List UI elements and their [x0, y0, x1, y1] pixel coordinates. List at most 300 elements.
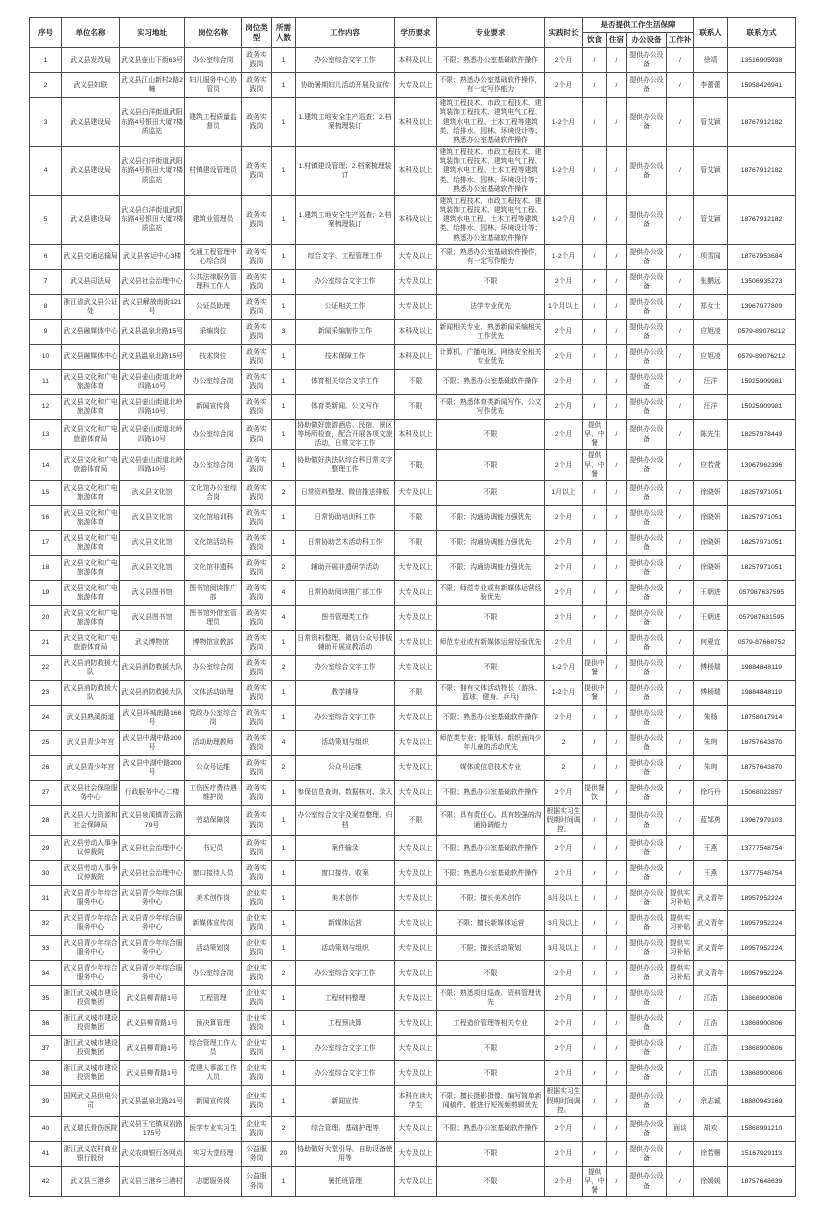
table-cell: / [583, 861, 607, 886]
table-cell: 2 [272, 755, 296, 780]
table-cell: 武义农商银行各网点 [120, 1141, 185, 1166]
table-cell: 武义县发改局 [62, 48, 120, 73]
table-row [30, 48, 796, 73]
table-cell: / [583, 1086, 607, 1117]
table-cell: / [583, 294, 607, 319]
table-row [30, 730, 796, 755]
table-cell: 办公室综合岗 [185, 961, 242, 986]
table-cell: 2个月 [545, 1061, 583, 1086]
table-cell: 采编岗位 [185, 319, 242, 344]
table-cell: 提供办公设备 [627, 986, 667, 1011]
header-cell: 联系方式 [728, 18, 796, 48]
table-cell: 公共法律服务管理科工作人 [185, 269, 242, 294]
table-cell: 武义县文化和广电旅游体育局 [62, 630, 120, 655]
table-cell: 14 [30, 450, 62, 481]
table-cell: 18257978449 [728, 419, 796, 450]
table-cell: 不限 [395, 505, 437, 530]
table-cell: / [667, 98, 694, 147]
header-cell: 实习地址 [120, 18, 185, 48]
table-cell: 057987631595 [728, 605, 796, 630]
table-cell: 博物馆宣教部 [185, 630, 242, 655]
header-cell: 岗位类型 [242, 18, 272, 48]
header-cell: 学历要求 [395, 18, 437, 48]
table-cell: 政务实践岗 [242, 861, 272, 886]
table-cell: 实习大堂经理 [185, 1141, 242, 1166]
table-cell: 1 [272, 886, 296, 911]
table-cell: 1 [272, 680, 296, 705]
table-cell: / [583, 147, 607, 196]
table-cell: 企业实践岗 [242, 1036, 272, 1061]
table-cell: / [667, 1086, 694, 1117]
table-cell: 新闻宣传岗 [185, 1086, 242, 1117]
table-cell: 15868991210 [728, 1116, 796, 1141]
table-cell: 本科及以上 [395, 419, 437, 450]
table-cell: 大专及以上 [395, 861, 437, 886]
table-cell: 案件输录 [296, 836, 395, 861]
table-cell: 企业实践岗 [242, 1061, 272, 1086]
table-cell: 武义博物馆 [120, 630, 185, 655]
table-cell: 提供办公设备 [627, 680, 667, 705]
table-cell: 办公室综合文字工作 [296, 48, 395, 73]
table-cell: 2个月 [545, 319, 583, 344]
table-cell: 武义县解放南街121号 [120, 294, 185, 319]
table-cell: 提供办公设备 [627, 147, 667, 196]
table-cell: / [667, 505, 694, 530]
table-cell: 15925909981 [728, 369, 796, 394]
table-cell: / [667, 836, 694, 861]
table-cell: 1 [272, 344, 296, 369]
table-cell: 1-2个月 [545, 244, 583, 269]
table-cell: 郑女士 [694, 294, 728, 319]
table-cell: 大专及以上 [395, 1036, 437, 1061]
table-cell: 1 [272, 861, 296, 886]
table-cell: 武义县温泉北路21号 [120, 1086, 185, 1117]
table-cell: 政务实践岗 [242, 394, 272, 419]
table-cell: 1 [272, 911, 296, 936]
table-cell: 13868900806 [728, 1061, 796, 1086]
table-cell: / [667, 1061, 694, 1086]
table-cell: 22 [30, 655, 62, 680]
table-cell: / [607, 1116, 627, 1141]
table-cell: 大专及以上 [395, 244, 437, 269]
table-cell: 政务实践岗 [242, 705, 272, 730]
table-row [30, 98, 796, 147]
table-cell: 19 [30, 580, 62, 605]
table-cell: 13868900806 [728, 1011, 796, 1036]
table-cell: 徐晓妍 [694, 505, 728, 530]
table-cell: / [667, 580, 694, 605]
table-cell: 徐媛媛 [694, 1166, 728, 1197]
table-cell: 2 [30, 73, 62, 98]
table-cell: 提供餐饮 [583, 780, 607, 805]
table-cell: 不限 [437, 480, 545, 505]
table-cell: 政务实践岗 [242, 505, 272, 530]
table-cell: / [607, 655, 627, 680]
table-cell: 政务实践岗 [242, 530, 272, 555]
table-cell: 项雪闻 [694, 244, 728, 269]
table-cell: 大专及以上 [395, 269, 437, 294]
table-cell: 日常协助阅读推广部工作 [296, 580, 395, 605]
table-cell: 公益服务岗 [242, 1166, 272, 1197]
table-cell: 2 [272, 1116, 296, 1141]
table-cell: 协助做好大堂引导、自助设备使用等 [296, 1141, 395, 1166]
table-cell: 汪洋 [694, 394, 728, 419]
table-cell: 不限 [437, 1141, 545, 1166]
table-cell: 武义瑞氏骨伤医院 [62, 1116, 120, 1141]
table-cell: 师范专业或有新媒体运营经验优先 [437, 630, 545, 655]
table-cell: 预决算管理 [185, 1011, 242, 1036]
table-cell: / [607, 98, 627, 147]
table-cell: 办公室综合岗 [185, 369, 242, 394]
table-cell: 企业实践岗 [242, 1116, 272, 1141]
table-cell: 2个月 [545, 450, 583, 481]
table-cell: 师范类专业；能策划、组织面向少年儿童的活动优先 [437, 730, 545, 755]
table-cell: 1 [272, 48, 296, 73]
table-cell: 陈先生 [694, 419, 728, 450]
table-row [30, 655, 796, 680]
table-cell: 武义县消防救援大队 [62, 680, 120, 705]
table-cell: 2个月 [545, 1116, 583, 1141]
table-cell: 大专及以上 [395, 911, 437, 936]
table-cell: 活动策划岗 [185, 936, 242, 961]
table-cell: 5 [30, 195, 62, 244]
table-cell: 13967962396 [728, 450, 796, 481]
table-cell: 提供实习补贴 [667, 961, 694, 986]
table-cell: 政务实践岗 [242, 319, 272, 344]
table-cell: 37 [30, 1036, 62, 1061]
table-cell: 1 [272, 195, 296, 244]
table-cell: / [607, 195, 627, 244]
table-cell: 18957952224 [728, 911, 796, 936]
table-cell: 武义县文化和广电旅游体育局 [62, 450, 120, 481]
table-cell: 技术保障工作 [296, 344, 395, 369]
table-cell: 企业实践岗 [242, 1086, 272, 1117]
table-cell: 提供办公设备 [627, 419, 667, 450]
table-cell: 不限 [395, 369, 437, 394]
table-cell: 19884848119 [728, 655, 796, 680]
table-cell: 13516905938 [728, 48, 796, 73]
table-cell: 武义县文化馆 [120, 530, 185, 555]
table-cell: 提供办公设备 [627, 1116, 667, 1141]
table-cell: 不限 [437, 1061, 545, 1086]
table-cell: 提供办公设备 [627, 755, 667, 780]
table-cell: 志愿服务岗 [185, 1166, 242, 1197]
table-row [30, 319, 796, 344]
table-cell: 大专及以上 [395, 886, 437, 911]
table-cell: 武义县温泉北路15号 [120, 344, 185, 369]
table-cell: 2个月 [545, 394, 583, 419]
table-row [30, 961, 796, 986]
table-cell: 妇儿服务中心协管员 [185, 73, 242, 98]
table-cell: 提供办公设备 [627, 1166, 667, 1197]
table-cell: 武义县壶山下街63号 [120, 48, 185, 73]
table-row [30, 269, 796, 294]
table-cell: 综合管理、基础护理等 [296, 1116, 395, 1141]
table-cell: 不限；熟悉办公室基础软件操作 [437, 48, 545, 73]
table-cell: / [667, 705, 694, 730]
table-cell: 政务实践岗 [242, 244, 272, 269]
table-cell: / [607, 1011, 627, 1036]
table-cell: 18257971051 [728, 530, 796, 555]
table-cell: 新闻采编制作工作 [296, 319, 395, 344]
table-cell: 企业实践岗 [242, 936, 272, 961]
table-cell: / [667, 147, 694, 196]
table-cell: / [607, 861, 627, 886]
table-cell: 4 [272, 605, 296, 630]
table-cell: 1 [272, 1086, 296, 1117]
table-cell: 浙江武义城市建设投资集团 [62, 986, 120, 1011]
table-cell: / [667, 1036, 694, 1061]
table-cell: 不限；熟悉办公室基础软件操作 [437, 780, 545, 805]
table-cell: 应旭凌 [694, 344, 728, 369]
table-cell: / [667, 805, 694, 836]
table-cell: 提供办公设备 [627, 936, 667, 961]
table-cell: 提供中餐 [583, 680, 607, 705]
table-cell: 不限；熟悉项目巡查、资料管理优先 [437, 986, 545, 1011]
table-cell: 提供办公设备 [627, 1011, 667, 1036]
table-cell: / [607, 680, 627, 705]
table-cell: 不限 [395, 394, 437, 419]
table-cell: / [583, 836, 607, 861]
table-cell: / [607, 555, 627, 580]
table-cell: 江浩 [694, 1036, 728, 1061]
table-cell: 办公室综合岗 [185, 655, 242, 680]
table-cell: 1 [272, 986, 296, 1011]
table-cell: 武义青年 [694, 936, 728, 961]
table-cell: / [583, 394, 607, 419]
table-row [30, 1116, 796, 1141]
table-cell: 不限；沟通协调能力强优先 [437, 505, 545, 530]
table-cell: 办公室综合文字工作 [296, 1061, 395, 1086]
table-cell: 参保信息查询、数据核对、录入 [296, 780, 395, 805]
table-cell: 大专及以上 [395, 294, 437, 319]
table-cell: 1个月以上 [545, 294, 583, 319]
table-cell: 政务实践岗 [242, 344, 272, 369]
table-row [30, 1011, 796, 1036]
table-cell: 公证相关工作 [296, 294, 395, 319]
table-cell: 提供办公设备 [627, 705, 667, 730]
table-cell: 交通工程管理中心综合岗 [185, 244, 242, 269]
table-cell: 王燕 [694, 836, 728, 861]
table-cell: 28 [30, 805, 62, 836]
table-cell: 4 [30, 147, 62, 196]
table-cell: 2个月 [545, 986, 583, 1011]
table-cell: 根据实习生假期时间调控。 [545, 1086, 583, 1117]
table-cell: 提供实习补贴 [667, 936, 694, 961]
table-cell: / [583, 730, 607, 755]
table-cell: / [607, 630, 627, 655]
table-row [30, 73, 796, 98]
table-cell: 协助暑期妇儿活动开展及宣传 [296, 73, 395, 98]
header-cell: 序号 [30, 18, 62, 48]
table-cell: / [583, 98, 607, 147]
table-cell: / [667, 344, 694, 369]
table-cell: 武义县文化和广电旅游体育 [62, 505, 120, 530]
table-cell: 村镇建设管理员 [185, 147, 242, 196]
table-cell: 办公室综合文字工作 [296, 655, 395, 680]
table-cell: 武义县图书馆 [120, 580, 185, 605]
table-cell: / [607, 344, 627, 369]
table-cell: 提供办公设备 [627, 1061, 667, 1086]
table-cell: 1-2个月 [545, 680, 583, 705]
table-cell: 江浩 [694, 986, 728, 1011]
table-cell: 日常协助艺术活动科工作 [296, 530, 395, 555]
table-cell: 大专及以上 [395, 630, 437, 655]
table-cell: 管艾颖 [694, 147, 728, 196]
table-cell: 朱杨 [694, 705, 728, 730]
table-cell: 7 [30, 269, 62, 294]
table-cell: 1 [272, 1061, 296, 1086]
table-cell: 文化馆培训科 [185, 505, 242, 530]
table-cell: 武义县文化和广电旅游体育局 [62, 419, 120, 450]
table-cell: 大专及以上 [395, 986, 437, 1011]
table-cell: 15 [30, 480, 62, 505]
table-cell: 办公室综合文字工作 [296, 269, 395, 294]
table-cell: 35 [30, 986, 62, 1011]
table-cell: 13777548754 [728, 836, 796, 861]
table-cell: / [667, 269, 694, 294]
table-cell: 大专及以上 [395, 1116, 437, 1141]
table-cell: 提供办公设备 [627, 48, 667, 73]
table-cell: 1 [272, 269, 296, 294]
table-cell: 1 [272, 936, 296, 961]
table-cell: 建筑业管理员 [185, 195, 242, 244]
table-cell: 1 [30, 48, 62, 73]
table-cell: / [607, 1086, 627, 1117]
table-cell: 行政服务中心二楼 [120, 780, 185, 805]
table-cell: 13777548754 [728, 861, 796, 886]
table-cell: / [583, 961, 607, 986]
table-cell: 13 [30, 419, 62, 450]
table-cell: 建筑工程技术、市政工程技术、建筑装饰工程技术、建筑电气工程、建筑水电工程、土木工程等建筑类、给排水、园林、环境设计等；熟悉办公室基础软件操作 [437, 147, 545, 196]
table-cell: 武义县三港乡三港村 [120, 1166, 185, 1197]
table-cell: / [583, 530, 607, 555]
table-cell: 政务实践岗 [242, 195, 272, 244]
table-cell: 何夏宜 [694, 630, 728, 655]
table-cell: 面谈 [667, 1116, 694, 1141]
table-cell: 057987637595 [728, 580, 796, 605]
table-cell: 大专及以上 [395, 1061, 437, 1086]
table-cell: / [667, 244, 694, 269]
table-cell: 41 [30, 1141, 62, 1166]
table-cell: 42 [30, 1166, 62, 1197]
table-cell: 1 [272, 369, 296, 394]
table-cell: 江浩 [694, 1061, 728, 1086]
table-cell: 公众号运维 [185, 755, 242, 780]
table-cell: 武义县消防救援大队 [120, 655, 185, 680]
table-cell: 26 [30, 755, 62, 780]
table-cell: 美术创作 [296, 886, 395, 911]
table-cell: 党政办公室综合岗 [185, 705, 242, 730]
table-cell: 应旭凌 [694, 319, 728, 344]
table-cell: 24 [30, 705, 62, 730]
table-cell: / [667, 1166, 694, 1197]
table-cell: 傅杨瑞 [694, 655, 728, 680]
table-cell: 政务实践岗 [242, 450, 272, 481]
table-cell: 提供办公设备 [627, 450, 667, 481]
table-cell: 办公室综合岗 [185, 419, 242, 450]
table-cell: 办公室综合文字工作 [296, 705, 395, 730]
table-cell: / [667, 394, 694, 419]
table-cell: / [607, 961, 627, 986]
table-cell: 提供办公设备 [627, 294, 667, 319]
table-cell: 不限；擅长摄影摄像、编写简单新闻稿件、能进行短视频剪辑优先 [437, 1086, 545, 1117]
table-cell: 徐晓妍 [694, 480, 728, 505]
table-cell: 提供早、中餐 [583, 450, 607, 481]
table-cell: 18957952224 [728, 961, 796, 986]
table-cell: 本科及以上 [395, 195, 437, 244]
table-cell: 1 [272, 147, 296, 196]
table-cell: 提供办公设备 [627, 580, 667, 605]
table-cell: / [583, 48, 607, 73]
table-cell: 39 [30, 1086, 62, 1117]
table-cell: 40 [30, 1116, 62, 1141]
table-head [30, 18, 796, 48]
table-cell: 武义县温泉北路15号 [120, 319, 185, 344]
table-cell: 武义县中湖中路200号 [120, 755, 185, 780]
table-cell: 本科及以上 [395, 147, 437, 196]
table-cell: / [667, 755, 694, 780]
table-cell: / [583, 705, 607, 730]
table-cell: / [583, 319, 607, 344]
table-cell: 医学专业实习生 [185, 1116, 242, 1141]
table-cell: 2个月 [545, 555, 583, 580]
table-cell: 2个月 [545, 269, 583, 294]
table-cell: 根据实习生假期时间调控。 [545, 805, 583, 836]
table-cell: 管艾颖 [694, 195, 728, 244]
table-cell: / [583, 1116, 607, 1141]
table-cell: 图书馆外借室管理员 [185, 605, 242, 630]
table-cell: 公益服务岗 [242, 1141, 272, 1166]
table-cell: / [667, 419, 694, 450]
table-cell: 张鹏远 [694, 269, 728, 294]
table-cell: 新媒体运营 [296, 911, 395, 936]
table-cell: 美术创作岗 [185, 886, 242, 911]
table-cell: 不限 [437, 450, 545, 481]
table-cell: / [583, 369, 607, 394]
table-cell: 提供办公设备 [627, 319, 667, 344]
table-cell: 19884848119 [728, 680, 796, 705]
table-cell: 不限；擅长美术创作 [437, 886, 545, 911]
table-cell: 书记员 [185, 836, 242, 861]
table-cell: 18957952224 [728, 936, 796, 961]
header-group-cell: 是否提供工作生活保障 [583, 18, 694, 33]
table-cell: 不限；擅长新媒体运营 [437, 911, 545, 936]
table-cell: 提供办公设备 [627, 1141, 667, 1166]
table-cell: / [607, 369, 627, 394]
table-cell: 武义县社会治理中心 [120, 836, 185, 861]
table-cell: 10 [30, 344, 62, 369]
table-cell: 13506935273 [728, 269, 796, 294]
table-cell: 政务实践岗 [242, 369, 272, 394]
table-cell: 企业实践岗 [242, 1011, 272, 1036]
table-cell: 徐晓妍 [694, 555, 728, 580]
table-cell: 1月以上 [545, 480, 583, 505]
table-cell: 武义县壶山街道北岭四路10号 [120, 450, 185, 481]
table-cell: 徐巧丹 [694, 780, 728, 805]
table-cell: 提供办公设备 [627, 73, 667, 98]
table-cell: / [583, 805, 607, 836]
table-row [30, 1036, 796, 1061]
table-cell: / [667, 294, 694, 319]
table-cell: 3 [272, 319, 296, 344]
support-header-cell: 办公设备 [627, 33, 667, 48]
table-cell: 9 [30, 319, 62, 344]
table-cell: / [667, 369, 694, 394]
table-cell: 朱珣 [694, 755, 728, 780]
table-cell: 政务实践岗 [242, 269, 272, 294]
header-cell: 所需人数 [272, 18, 296, 48]
